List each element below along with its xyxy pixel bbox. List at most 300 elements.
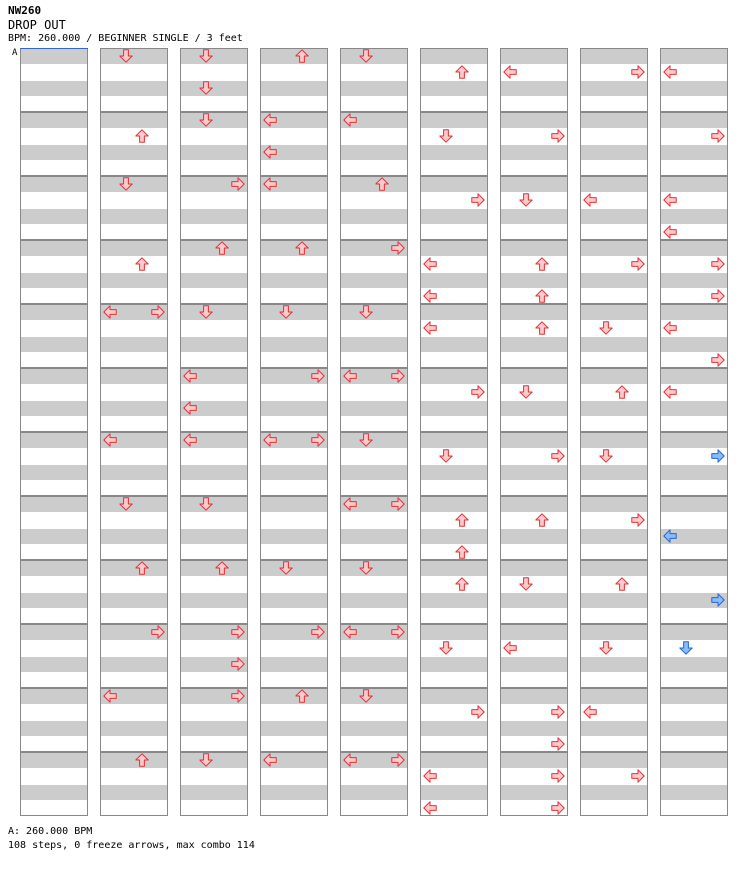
arrow-left-icon bbox=[183, 369, 197, 383]
measure-box bbox=[580, 176, 648, 240]
beat-band bbox=[21, 145, 87, 160]
beat-band bbox=[101, 657, 167, 672]
beat-band bbox=[661, 561, 727, 576]
arrow-shape bbox=[520, 386, 532, 398]
measure-box bbox=[420, 688, 488, 752]
chart-column bbox=[580, 48, 648, 816]
arrow-shape bbox=[456, 514, 468, 526]
arrow-right-icon bbox=[631, 65, 645, 79]
arrow-left-icon bbox=[663, 321, 677, 335]
beat-band bbox=[501, 465, 567, 480]
arrow-shape bbox=[280, 562, 292, 574]
arrow-down-icon bbox=[599, 641, 613, 655]
arrow-shape bbox=[264, 178, 276, 190]
beat-band bbox=[421, 81, 487, 96]
beat-band bbox=[501, 561, 567, 576]
arrow-down-icon bbox=[119, 497, 133, 511]
measure-box bbox=[100, 496, 168, 560]
arrow-shape bbox=[392, 626, 404, 638]
arrow-shape bbox=[440, 130, 452, 142]
beat-band bbox=[501, 529, 567, 544]
chart-column bbox=[420, 48, 488, 816]
beat-band bbox=[661, 209, 727, 224]
arrow-right-icon bbox=[471, 385, 485, 399]
measure-box bbox=[20, 368, 88, 432]
beat-band bbox=[341, 49, 407, 64]
arrow-shape bbox=[424, 258, 436, 270]
beat-band bbox=[261, 401, 327, 416]
measure-box bbox=[500, 432, 568, 496]
beat-band bbox=[581, 49, 647, 64]
arrow-shape bbox=[552, 802, 564, 814]
beat-band bbox=[101, 497, 167, 512]
beat-band bbox=[421, 689, 487, 704]
arrow-shape bbox=[584, 194, 596, 206]
measure-box bbox=[100, 48, 168, 112]
arrow-right-icon bbox=[391, 369, 405, 383]
arrow-right-icon bbox=[711, 129, 725, 143]
arrow-shape bbox=[472, 194, 484, 206]
arrow-right-icon bbox=[711, 353, 725, 367]
beat-band bbox=[181, 337, 247, 352]
beat-band bbox=[261, 209, 327, 224]
beat-band bbox=[501, 593, 567, 608]
beat-band bbox=[181, 593, 247, 608]
arrow-shape bbox=[632, 514, 644, 526]
beat-band bbox=[501, 241, 567, 256]
beat-band bbox=[501, 497, 567, 512]
arrow-down-icon bbox=[599, 321, 613, 335]
arrow-shape bbox=[616, 578, 628, 590]
beat-band bbox=[501, 369, 567, 384]
arrow-shape bbox=[360, 306, 372, 318]
beat-band bbox=[261, 689, 327, 704]
arrow-shape bbox=[664, 194, 676, 206]
arrow-shape bbox=[712, 594, 724, 606]
beat-band bbox=[21, 113, 87, 128]
beat-band bbox=[181, 465, 247, 480]
beat-band bbox=[101, 753, 167, 768]
measure-box bbox=[340, 176, 408, 240]
arrow-right-icon bbox=[311, 625, 325, 639]
arrow-right-icon bbox=[711, 289, 725, 303]
measure-box bbox=[340, 304, 408, 368]
measure-box bbox=[420, 176, 488, 240]
beat-band bbox=[181, 497, 247, 512]
arrow-up-icon bbox=[295, 49, 309, 63]
measure-box bbox=[500, 176, 568, 240]
beat-band bbox=[661, 433, 727, 448]
beat-band bbox=[421, 273, 487, 288]
measure-box bbox=[580, 688, 648, 752]
measure-box bbox=[420, 624, 488, 688]
measure-box bbox=[100, 560, 168, 624]
arrow-shape bbox=[152, 626, 164, 638]
arrow-shape bbox=[280, 306, 292, 318]
arrow-shape bbox=[712, 354, 724, 366]
arrow-shape bbox=[360, 562, 372, 574]
measure-box bbox=[180, 752, 248, 816]
arrow-shape bbox=[504, 642, 516, 654]
measure-box bbox=[340, 560, 408, 624]
beat-band bbox=[181, 529, 247, 544]
arrow-shape bbox=[232, 178, 244, 190]
beat-band bbox=[421, 241, 487, 256]
beat-band bbox=[261, 81, 327, 96]
beat-band bbox=[581, 209, 647, 224]
beat-band bbox=[341, 561, 407, 576]
measure-box bbox=[500, 560, 568, 624]
measure-box bbox=[500, 624, 568, 688]
measure-box bbox=[420, 112, 488, 176]
arrow-left-icon bbox=[103, 305, 117, 319]
beat-band bbox=[661, 753, 727, 768]
arrow-right-icon bbox=[711, 257, 725, 271]
chart-column bbox=[20, 48, 88, 816]
beat-band bbox=[581, 369, 647, 384]
beat-band bbox=[21, 625, 87, 640]
arrow-up-icon bbox=[135, 753, 149, 767]
arrow-right-icon bbox=[551, 801, 565, 815]
beat-band bbox=[341, 81, 407, 96]
arrow-shape bbox=[520, 194, 532, 206]
arrow-right-icon bbox=[231, 177, 245, 191]
chart-column bbox=[340, 48, 408, 816]
arrow-down-icon bbox=[279, 561, 293, 575]
arrow-shape bbox=[456, 546, 468, 558]
beat-band bbox=[21, 81, 87, 96]
measure-box bbox=[420, 432, 488, 496]
arrow-shape bbox=[296, 690, 308, 702]
beat-band bbox=[21, 721, 87, 736]
arrow-right-icon bbox=[151, 625, 165, 639]
measure-box bbox=[20, 624, 88, 688]
beat-band bbox=[21, 433, 87, 448]
measure-box bbox=[20, 240, 88, 304]
arrow-shape bbox=[392, 754, 404, 766]
beat-band bbox=[101, 721, 167, 736]
arrow-left-icon bbox=[503, 65, 517, 79]
beat-band bbox=[501, 689, 567, 704]
arrow-down-icon bbox=[279, 305, 293, 319]
beat-band bbox=[421, 113, 487, 128]
beat-band bbox=[661, 785, 727, 800]
beat-band bbox=[421, 177, 487, 192]
arrow-shape bbox=[312, 370, 324, 382]
arrow-shape bbox=[424, 322, 436, 334]
arrow-left-icon bbox=[663, 225, 677, 239]
beat-band bbox=[181, 81, 247, 96]
beat-band bbox=[101, 209, 167, 224]
beat-band bbox=[101, 561, 167, 576]
arrow-shape bbox=[632, 770, 644, 782]
beat-band bbox=[181, 209, 247, 224]
beat-band bbox=[581, 625, 647, 640]
arrow-left-icon bbox=[103, 689, 117, 703]
measure-box bbox=[500, 112, 568, 176]
beat-band bbox=[661, 401, 727, 416]
beat-band bbox=[501, 337, 567, 352]
arrow-shape bbox=[360, 50, 372, 62]
arrow-left-icon bbox=[423, 801, 437, 815]
arrow-shape bbox=[392, 370, 404, 382]
beat-band bbox=[501, 273, 567, 288]
arrow-up-icon bbox=[215, 241, 229, 255]
arrow-shape bbox=[600, 642, 612, 654]
beat-band bbox=[421, 561, 487, 576]
arrow-shape bbox=[552, 770, 564, 782]
arrow-shape bbox=[104, 306, 116, 318]
arrow-shape bbox=[200, 114, 212, 126]
arrow-down-icon bbox=[359, 305, 373, 319]
beat-band bbox=[101, 369, 167, 384]
measure-box bbox=[100, 752, 168, 816]
arrow-shape bbox=[664, 530, 676, 542]
beat-band bbox=[341, 465, 407, 480]
arrow-down-icon bbox=[199, 49, 213, 63]
arrow-shape bbox=[152, 306, 164, 318]
beat-band bbox=[661, 497, 727, 512]
arrow-down-icon bbox=[199, 81, 213, 95]
freeze-arrow-down-icon bbox=[679, 641, 693, 655]
arrow-shape bbox=[296, 50, 308, 62]
arrow-shape bbox=[120, 50, 132, 62]
arrow-left-icon bbox=[183, 401, 197, 415]
beat-band bbox=[21, 529, 87, 544]
measure-box bbox=[500, 496, 568, 560]
arrow-shape bbox=[264, 434, 276, 446]
beat-band bbox=[181, 561, 247, 576]
arrow-down-icon bbox=[599, 449, 613, 463]
beat-band bbox=[501, 113, 567, 128]
arrow-right-icon bbox=[391, 497, 405, 511]
arrow-down-icon bbox=[439, 641, 453, 655]
arrow-shape bbox=[600, 450, 612, 462]
beat-band bbox=[21, 305, 87, 320]
beat-band bbox=[581, 721, 647, 736]
arrow-shape bbox=[184, 434, 196, 446]
beat-band bbox=[581, 785, 647, 800]
beat-band bbox=[181, 305, 247, 320]
arrow-shape bbox=[136, 258, 148, 270]
measure-box bbox=[20, 112, 88, 176]
measure-box bbox=[580, 496, 648, 560]
arrow-shape bbox=[120, 498, 132, 510]
beat-band bbox=[581, 273, 647, 288]
arrow-right-icon bbox=[311, 433, 325, 447]
arrow-shape bbox=[504, 66, 516, 78]
arrow-shape bbox=[712, 130, 724, 142]
beat-band bbox=[261, 657, 327, 672]
freeze-arrow-right-icon bbox=[711, 593, 725, 607]
arrow-down-icon bbox=[199, 305, 213, 319]
measure-box bbox=[420, 368, 488, 432]
arrow-shape bbox=[360, 434, 372, 446]
beat-band bbox=[21, 337, 87, 352]
beat-band bbox=[501, 433, 567, 448]
measure-box bbox=[100, 176, 168, 240]
arrow-shape bbox=[424, 802, 436, 814]
arrow-shape bbox=[440, 450, 452, 462]
arrow-right-icon bbox=[471, 193, 485, 207]
chart-column bbox=[100, 48, 168, 816]
beat-band bbox=[261, 497, 327, 512]
arrow-left-icon bbox=[663, 193, 677, 207]
measure-box bbox=[660, 432, 728, 496]
arrow-left-icon bbox=[183, 433, 197, 447]
beat-band bbox=[341, 689, 407, 704]
arrow-shape bbox=[360, 690, 372, 702]
arrow-shape bbox=[392, 242, 404, 254]
arrow-shape bbox=[200, 498, 212, 510]
beat-band bbox=[581, 561, 647, 576]
beat-band bbox=[501, 81, 567, 96]
arrow-shape bbox=[616, 386, 628, 398]
beat-band bbox=[181, 145, 247, 160]
arrow-shape bbox=[296, 242, 308, 254]
arrow-right-icon bbox=[631, 513, 645, 527]
beat-band bbox=[421, 433, 487, 448]
arrow-down-icon bbox=[359, 689, 373, 703]
beat-band bbox=[581, 497, 647, 512]
arrow-shape bbox=[552, 706, 564, 718]
measure-box bbox=[580, 48, 648, 112]
arrow-shape bbox=[392, 498, 404, 510]
beat-band bbox=[421, 785, 487, 800]
measure-box bbox=[180, 496, 248, 560]
arrow-shape bbox=[344, 754, 356, 766]
beat-band bbox=[501, 177, 567, 192]
arrow-left-icon bbox=[583, 193, 597, 207]
measure-box bbox=[180, 112, 248, 176]
arrow-shape bbox=[344, 370, 356, 382]
chart-header bbox=[8, 4, 748, 45]
measure-box bbox=[660, 752, 728, 816]
beat-band bbox=[21, 177, 87, 192]
beat-band bbox=[661, 305, 727, 320]
arrow-right-icon bbox=[551, 769, 565, 783]
arrow-shape bbox=[136, 130, 148, 142]
arrow-left-icon bbox=[263, 753, 277, 767]
arrow-right-icon bbox=[551, 449, 565, 463]
beat-band bbox=[341, 209, 407, 224]
measure-box bbox=[340, 688, 408, 752]
measure-box bbox=[260, 48, 328, 112]
beat-band bbox=[181, 113, 247, 128]
measure-box bbox=[500, 368, 568, 432]
measure-box bbox=[660, 112, 728, 176]
beat-band bbox=[21, 497, 87, 512]
arrow-shape bbox=[424, 290, 436, 302]
beat-band bbox=[421, 593, 487, 608]
arrow-down-icon bbox=[119, 49, 133, 63]
arrow-shape bbox=[664, 322, 676, 334]
beat-band bbox=[501, 753, 567, 768]
bpm-marker-line bbox=[20, 48, 88, 49]
bpm-marker-label: A bbox=[12, 48, 18, 58]
measure-box bbox=[20, 304, 88, 368]
beat-band bbox=[421, 657, 487, 672]
arrow-up-icon bbox=[455, 577, 469, 591]
beat-band bbox=[101, 337, 167, 352]
arrow-shape bbox=[216, 242, 228, 254]
beat-band bbox=[341, 177, 407, 192]
beat-band bbox=[261, 721, 327, 736]
beat-band bbox=[661, 49, 727, 64]
arrow-down-icon bbox=[199, 113, 213, 127]
beat-band bbox=[181, 273, 247, 288]
beat-band bbox=[341, 305, 407, 320]
arrow-shape bbox=[312, 434, 324, 446]
beat-band bbox=[21, 689, 87, 704]
measure-box bbox=[580, 368, 648, 432]
arrow-shape bbox=[664, 226, 676, 238]
arrow-shape bbox=[104, 434, 116, 446]
song-title: DROP OUT bbox=[8, 18, 66, 32]
arrow-shape bbox=[536, 290, 548, 302]
beat-band bbox=[581, 657, 647, 672]
measure-box bbox=[20, 752, 88, 816]
footer-bpm: A: 260.000 BPM bbox=[8, 826, 93, 837]
chart-column bbox=[180, 48, 248, 816]
measure-box bbox=[260, 560, 328, 624]
arrow-shape bbox=[472, 706, 484, 718]
beat-band bbox=[421, 209, 487, 224]
beat-band bbox=[101, 241, 167, 256]
beat-band bbox=[501, 721, 567, 736]
freeze-arrow-right-icon bbox=[711, 449, 725, 463]
beat-band bbox=[421, 337, 487, 352]
beat-band bbox=[661, 241, 727, 256]
beat-band bbox=[21, 49, 87, 64]
beat-band bbox=[581, 753, 647, 768]
measure-box bbox=[180, 240, 248, 304]
beat-band bbox=[581, 529, 647, 544]
measure-box bbox=[580, 752, 648, 816]
arrow-up-icon bbox=[375, 177, 389, 191]
beat-band bbox=[21, 657, 87, 672]
arrow-left-icon bbox=[103, 433, 117, 447]
arrow-left-icon bbox=[423, 321, 437, 335]
beat-band bbox=[101, 593, 167, 608]
beat-band bbox=[261, 305, 327, 320]
arrow-shape bbox=[632, 258, 644, 270]
arrow-shape bbox=[552, 130, 564, 142]
measure-box bbox=[20, 496, 88, 560]
arrow-right-icon bbox=[391, 625, 405, 639]
beat-band bbox=[421, 625, 487, 640]
arrow-shape bbox=[600, 322, 612, 334]
beat-band bbox=[101, 177, 167, 192]
beat-band bbox=[501, 625, 567, 640]
beat-band bbox=[581, 593, 647, 608]
measure-box bbox=[660, 368, 728, 432]
arrow-shape bbox=[200, 82, 212, 94]
arrow-shape bbox=[104, 690, 116, 702]
arrow-shape bbox=[344, 498, 356, 510]
beat-band bbox=[661, 689, 727, 704]
arrow-left-icon bbox=[343, 625, 357, 639]
beat-band bbox=[341, 401, 407, 416]
arrow-up-icon bbox=[455, 545, 469, 559]
arrow-left-icon bbox=[263, 177, 277, 191]
beat-band bbox=[661, 273, 727, 288]
beat-band bbox=[421, 145, 487, 160]
arrow-shape bbox=[376, 178, 388, 190]
beat-band bbox=[341, 721, 407, 736]
beat-band bbox=[421, 721, 487, 736]
arrow-right-icon bbox=[551, 737, 565, 751]
